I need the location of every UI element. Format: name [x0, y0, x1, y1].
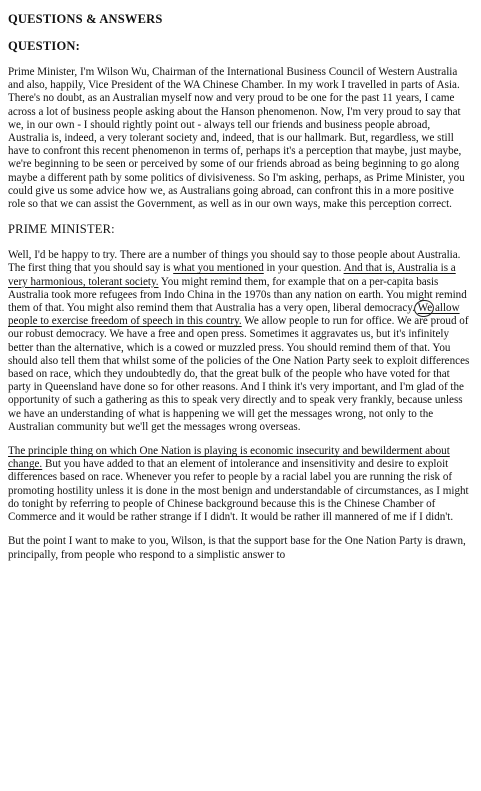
question-label: QUESTION:	[8, 39, 80, 53]
underline-freedom-of-speech: allow people to exercise freedom of speech in this country.	[8, 302, 460, 328]
answer-p1-text-a: Well, I'd be happy to try. There are a number of things you should say to those people about Australia. The first thing that you should say is	[8, 249, 461, 275]
answer-paragraph-2	[8, 445, 471, 524]
answer-paragraph-1	[8, 249, 471, 434]
document-heading: QUESTIONS & ANSWERS	[8, 12, 163, 26]
underline-economic-insecurity: The principle thing on which One Nation is playing is economic insecurity and bewilderment about change.	[8, 445, 450, 471]
answer-p1-text-d: We allow people to run for office. We are proud of our robust democracy. We have a free and open press. Sometimes it aggravates us, but it's infinitely better than the alternative, which is a cowed or muzzled press. You should remind them of that. You should also tell them that whilst some of the policies of the One Nation Party seek to exploit differences based on race, which they undoubtedly do, that the great bulk of the people who have voted for that party in Queensland have done so for other reasons. And I think it's very important, and I'm glad of the opportunity of such a gathering as this to speak very directly and to speak very frankly, because unless we have an understanding of what is happening we will get the messages wrong, not only to the Australian community but we'll get the messages wrong overseas.	[8, 315, 470, 433]
circled-we: We	[417, 302, 433, 315]
question-paragraph: Prime Minister, I'm Wilson Wu, Chairman of the International Business Council of Western Australia and also, happily, Vice President of the WA Chinese Chamber. In my work I travelled in parts of Asia. There's no doubt, as an Australian myself now and very proud to be one for the past 11 years, I came across a lot of business people asking about the Hanson phenomenon. Now, I'm very proud to say that we, in our own - I should rightly point out - always tell our friends and business people abroad, Australia is, indeed, a very tolerant society and, indeed, that is our hallmark. But, regardless, we still have to confront this recent phenomenon in terms of, perhaps it's a perception that maybe, just maybe, we're beginning to be seen or perceived by some of our friends abroad as being beginning to go along maybe a different path by some politics of divisiveness. So I'm asking, perhaps, as Prime Minister, you could give us some advice how we, as Australians going abroad, can confront this in a more positive role so that we can assist the Government, as well as in our own ways, make this perception correct.	[8, 66, 465, 211]
prime-minister-label: PRIME MINISTER:	[8, 222, 115, 237]
answer-p2-text-a: But you have added to that an element of intolerance and insensitivity and desire to exploit differences based on race. Whenever you refer to people by a racial label you are running the risk of promoting hostility unless it is done in the most benign and understandable of circumstances, as I might do tonight by referring to people of Chinese background because this is the Chinese Chamber of Commerce and it would be rather strange if I didn't. It would be rather ill mannered of me if I didn't.	[8, 458, 469, 524]
underline-what-you-mentioned: what you mentioned	[173, 262, 264, 275]
underline-tolerant-society: And that is, Australia is a very harmonious, tolerant society.	[8, 262, 456, 288]
answer-p1-text-b: in your question.	[263, 262, 344, 275]
answer-p1-text-c: You might remind them, for example that on a per-capita basis Australia took more refugees from Indo China in the 1970s than any nation on earth. You might remind them of that. You might also remind them that Australia has a very open, liberal democracy.	[8, 275, 467, 315]
answer-paragraph-3: But the point I want to make to you, Wilson, is that the support base for the One Nation Party is drawn, principally, from people who respond to a simplistic answer to	[8, 535, 466, 561]
